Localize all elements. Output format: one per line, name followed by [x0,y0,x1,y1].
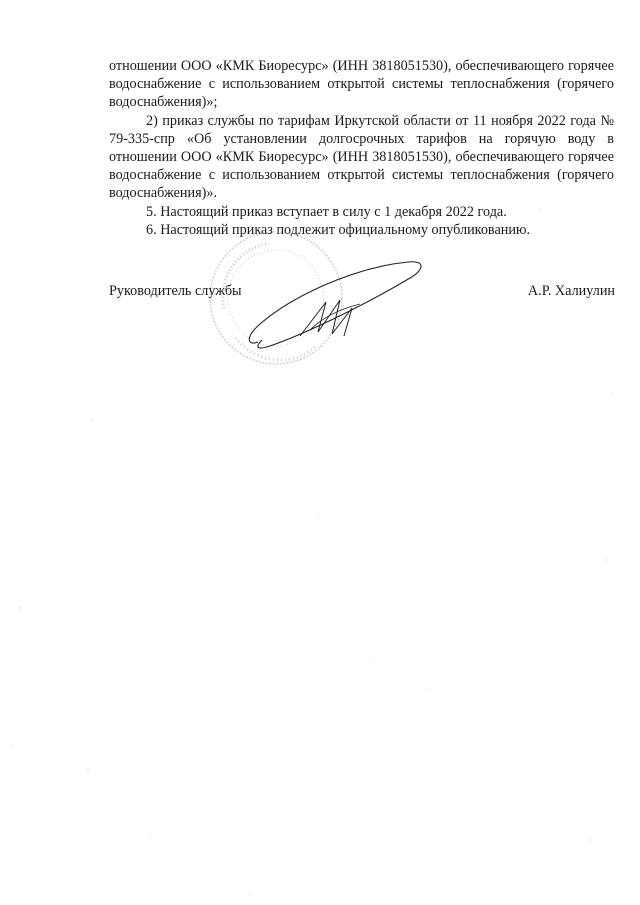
paragraph-item-2: 2) приказ службы по тарифам Иркутской области от 11 ноября 2022 года № 79-335-спр «Об установлении долгосрочных тарифов на горячую воду в отношении ООО «КМК Биоресурс» (ИНН 3818051530), обеспечивающего горячее водоснабжение с использованием открытой системы теплоснабжения (горячего водоснабжения)». [109,112,614,202]
document-body [109,57,614,239]
handwritten-signature-icon [240,250,430,360]
paragraph-item-6: 6. Настоящий приказ подлежит официальному опубликованию. [146,221,531,238]
signatory-name: А.Р. Халиулин [527,283,615,299]
signatory-title: Руководитель службы [109,283,242,299]
paragraph-continuation: отношении ООО «КМК Биоресурс» (ИНН 3818051530), обеспечивающего горячее водоснабжение с использованием открытой системы теплоснабжения (горячего водоснабжения)»; [109,58,614,111]
paragraph-item-5: 5. Настоящий приказ вступает в силу с 1 декабря 2022 года. [146,203,507,220]
